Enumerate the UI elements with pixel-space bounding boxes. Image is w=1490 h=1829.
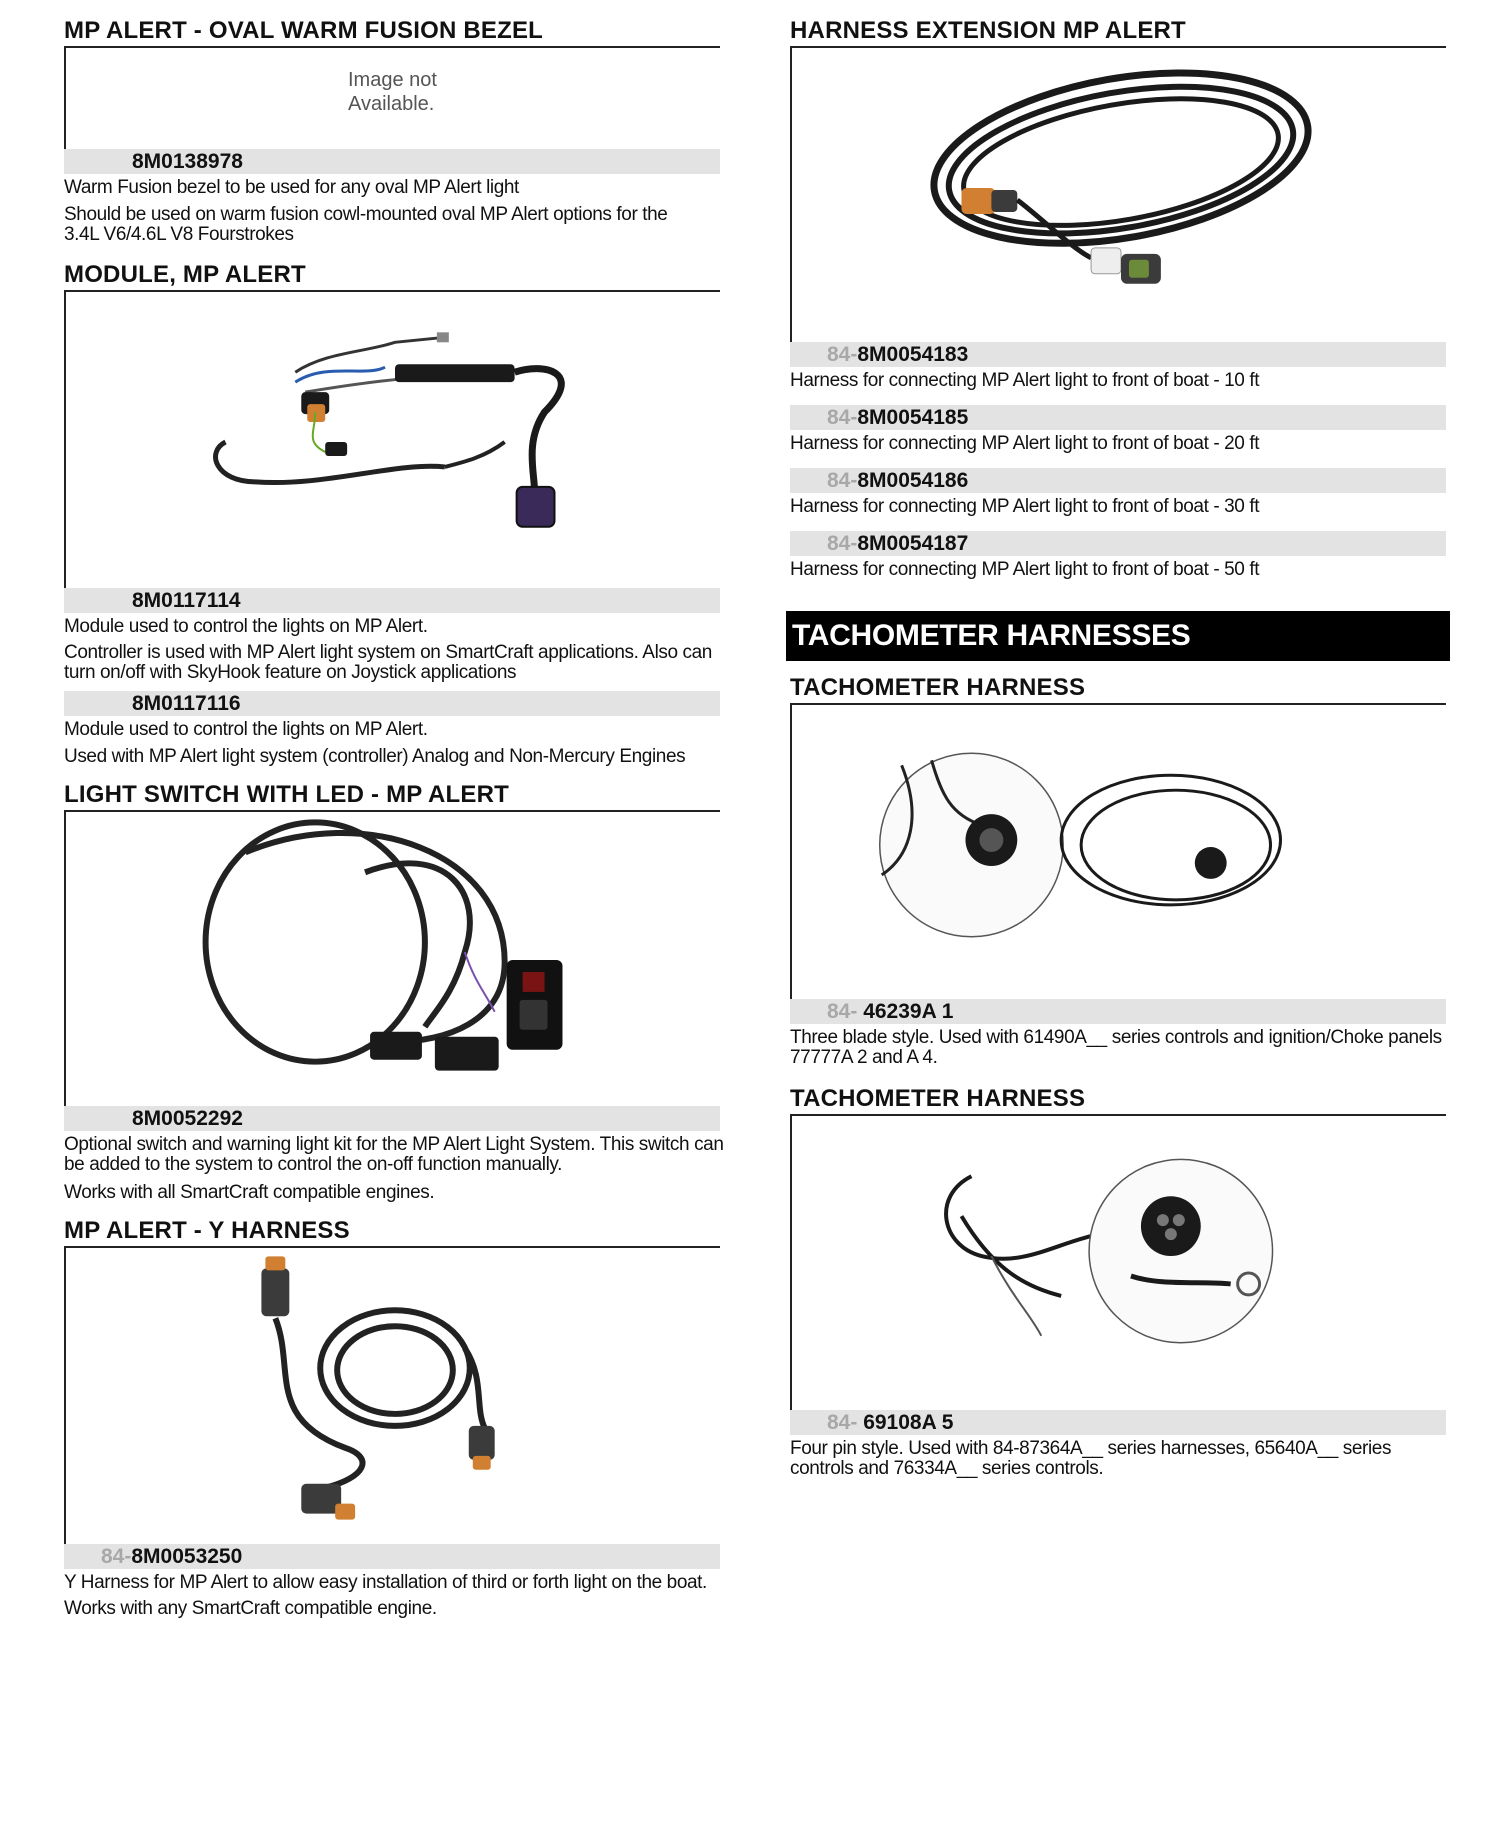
section-heading-y-harness: MP ALERT - Y HARNESS bbox=[64, 1218, 720, 1248]
part-description: Three blade style. Used with 61490A__ series controls and ignition/Choke panels 77777A 2 and A 4. bbox=[790, 1027, 1442, 1068]
light-switch-image bbox=[64, 812, 720, 1106]
part-description: Module used to control the lights on MP Alert. bbox=[64, 616, 428, 637]
part-prefix: 84- bbox=[827, 406, 858, 429]
part-number: 8M0052292 bbox=[132, 1107, 243, 1130]
part-description: Should be used on warm fusion cowl-mounted oval MP Alert options for the 3.4L V6/4.6L V8 Fourstrokes bbox=[64, 204, 668, 245]
part-description: Warm Fusion bezel to be used for any oval MP Alert light bbox=[64, 177, 519, 198]
y-harness-image bbox=[64, 1248, 720, 1544]
part-number: 8M0138978 bbox=[132, 150, 243, 173]
section-heading-extension: HARNESS EXTENSION MP ALERT bbox=[790, 18, 1446, 48]
part-number-bar bbox=[64, 588, 720, 613]
part-number-bar bbox=[64, 691, 720, 716]
part-number-bar bbox=[790, 531, 1446, 556]
section-heading-switch: LIGHT SWITCH WITH LED - MP ALERT bbox=[64, 782, 720, 812]
part-number: 46239A 1 bbox=[863, 1000, 954, 1023]
part-description: Harness for connecting MP Alert light to front of boat - 30 ft bbox=[790, 496, 1260, 517]
part-description: Works with all SmartCraft compatible engines. bbox=[64, 1182, 435, 1203]
part-number: 69108A 5 bbox=[863, 1411, 954, 1434]
part-prefix: 84- bbox=[827, 343, 858, 366]
part-description: Four pin style. Used with 84-87364A__ series harnesses, 65640A__ series controls and 76334A__ series controls. bbox=[790, 1438, 1392, 1479]
section-heading-tachometer-2: TACHOMETER HARNESS bbox=[790, 1086, 1446, 1116]
module-harness-image bbox=[64, 292, 720, 588]
part-number: 8M0054185 bbox=[857, 406, 969, 429]
image-na-line2: Available. bbox=[348, 93, 435, 115]
section-heading-module: MODULE, MP ALERT bbox=[64, 262, 720, 292]
part-description: Works with any SmartCraft compatible engine. bbox=[64, 1598, 437, 1619]
part-description: Harness for connecting MP Alert light to front of boat - 50 ft bbox=[790, 559, 1260, 580]
section-banner-tachometer-harnesses: TACHOMETER HARNESSES bbox=[786, 611, 1450, 661]
part-description: Used with MP Alert light system (controller) Analog and Non-Mercury Engines bbox=[64, 746, 686, 767]
part-prefix: 84- bbox=[101, 1545, 132, 1568]
part-number-bar bbox=[64, 149, 720, 174]
tachometer-harness-1-illustration bbox=[792, 705, 1446, 999]
part-prefix: 84- bbox=[827, 532, 858, 555]
part-number: 8M0053250 bbox=[131, 1545, 243, 1568]
module-harness-illustration bbox=[66, 292, 720, 588]
part-description: Controller is used with MP Alert light system on SmartCraft applications. Also can turn on/off with SkyHook feature on Joystick applications bbox=[64, 642, 712, 683]
section-heading-tachometer-1: TACHOMETER HARNESS bbox=[790, 675, 1446, 705]
part-description: Y Harness for MP Alert to allow easy installation of third or forth light on the boat. bbox=[64, 1572, 707, 1593]
tachometer-harness-2-illustration bbox=[792, 1116, 1446, 1410]
image-na-line1: Image not bbox=[348, 69, 437, 91]
extension-harness-image bbox=[790, 48, 1446, 342]
y-harness-illustration bbox=[66, 1248, 720, 1544]
tachometer-harness-2-image bbox=[790, 1116, 1446, 1410]
part-description: Module used to control the lights on MP Alert. bbox=[64, 719, 428, 740]
part-number: 8M0054183 bbox=[857, 343, 969, 366]
part-number-bar bbox=[790, 999, 1446, 1024]
part-description: Optional switch and warning light kit for the MP Alert Light System. This switch can be added to the system to control the on-off function manually. bbox=[64, 1134, 724, 1175]
bezel-image-placeholder bbox=[64, 48, 720, 149]
part-description: Harness for connecting MP Alert light to front of boat - 10 ft bbox=[790, 370, 1260, 391]
part-prefix: 84- bbox=[827, 1000, 864, 1023]
part-number: 8M0054186 bbox=[857, 469, 969, 492]
part-prefix: 84- bbox=[827, 1411, 864, 1434]
part-number-bar bbox=[790, 468, 1446, 493]
part-number: 8M0117116 bbox=[132, 692, 241, 715]
light-switch-illustration bbox=[66, 812, 720, 1106]
part-number-bar bbox=[790, 405, 1446, 430]
part-number-bar bbox=[64, 1544, 720, 1569]
part-number-bar bbox=[790, 1410, 1446, 1435]
tachometer-harness-1-image bbox=[790, 705, 1446, 999]
part-description: Harness for connecting MP Alert light to front of boat - 20 ft bbox=[790, 433, 1260, 454]
part-prefix: 84- bbox=[827, 469, 858, 492]
part-number-bar bbox=[790, 342, 1446, 367]
part-number: 8M0054187 bbox=[857, 532, 969, 555]
extension-harness-illustration bbox=[792, 48, 1446, 342]
part-number: 8M0117114 bbox=[132, 589, 241, 612]
section-heading-bezel: MP ALERT - OVAL WARM FUSION BEZEL bbox=[64, 18, 720, 48]
part-number-bar bbox=[64, 1106, 720, 1131]
